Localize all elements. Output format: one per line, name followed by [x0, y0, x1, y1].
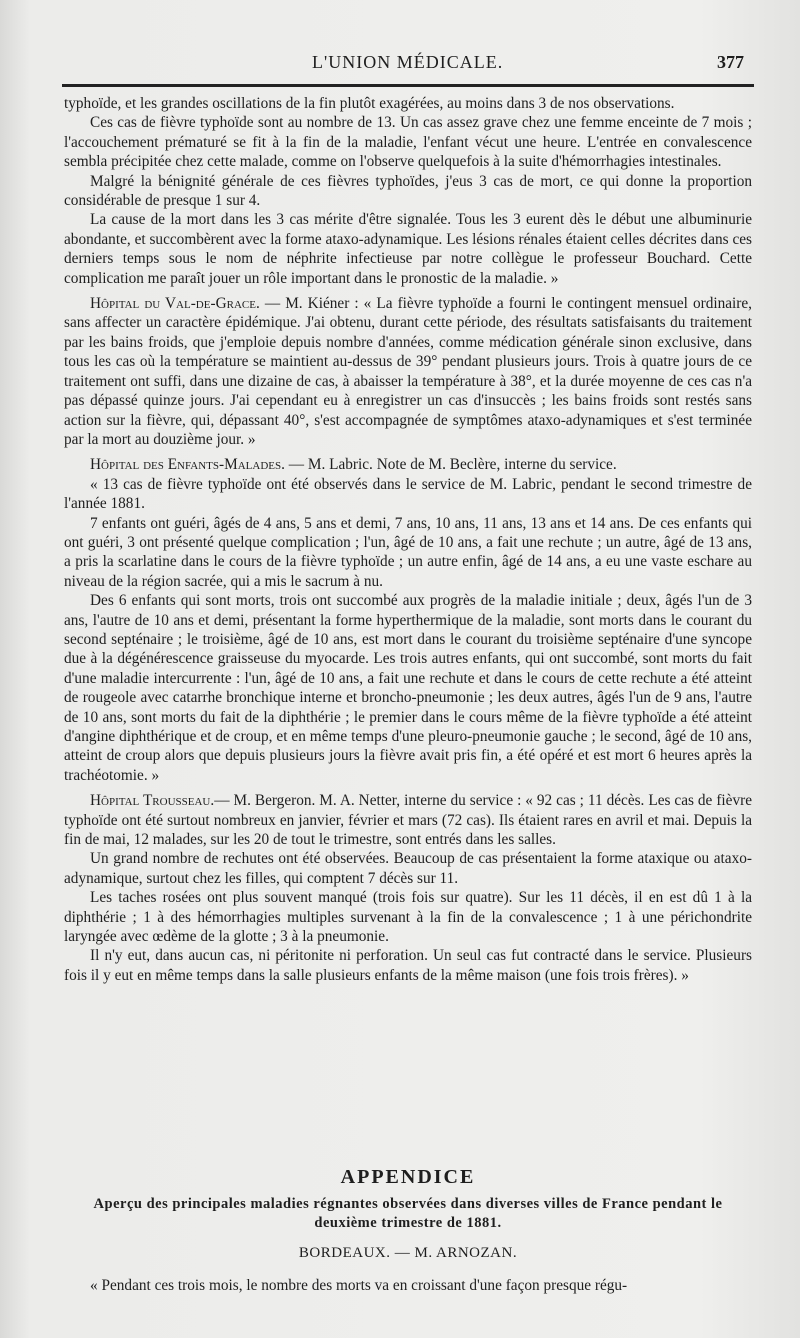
appendix-subtitle: Aperçu des principales maladies régnantes observées dans diverses villes de France pendant le deuxième trimestre de 1881.	[93, 1196, 723, 1231]
paragraph: Des 6 enfants qui sont morts, trois ont succombé aux progrès de la maladie initiale ; deux, âgés l'un de 3 ans, l'autre de 10 ans et demi, présentant la forme hyperthermique de la maladie, sont morts dans le courant du second septénaire ; le troisième, âgé de 10 ans, est mort dans le courant du troisième septénaire d'une syncope due à la dégénérescence graisseuse du myocarde. Les trois autres enfants, qui ont succombé, sont morts du fait d'une maladie intercurrente : l'un, âgé de 10 ans, a fait une rechute et dans le cours de cette rechute a été atteint de rougeole avec catarrhe bronchique interne et broncho-pneumonie ; les deux autres, âgés l'un de 9 ans, l'autre de 10 ans, sont morts du fait de la diphthérie ; le premier dans le cours même de la fièvre typhoïde a été atteint d'angine diphthérique et de croup, et en même temps d'une pleuro-pneumonie gauche ; le second, âgé de 10 ans, atteint de croup alors que depuis plusieurs jours la fièvre avait pris fin, a été opéré et est mort 6 heures après la trachéotomie. »	[64, 592, 752, 784]
hospital-name: Hôpital du Val-de-Grace.	[90, 295, 260, 313]
paragraph: typhoïde, et les grandes oscillations de la fin plutôt exagérées, au moins dans 3 de nos observations.	[64, 95, 675, 112]
running-header	[62, 52, 754, 76]
page-number: 377	[717, 52, 744, 72]
enfants-malades-section	[64, 455, 752, 474]
section-text: — M. Bergeron. M. A. Netter, interne du service : « 92 cas ; 11 décès. Les cas de fièvre typhoïde ont été surtout nombreux en janvier, février et mars (72 cas). Ils étaient rares en avril et mai. Depuis la fin de mai, 12 malades, sur les 20 de tout le trimestre, sont entrés dans les salles.	[64, 792, 752, 849]
journal-title: L'UNION MÉDICALE.	[312, 52, 504, 72]
section-text: — M. Labric. Note de M. Beclère, interne du service.	[284, 456, 617, 474]
section-text: — M. Kiéner : « La fièvre typhoïde a fourni le contingent mensuel ordinaire, sans affecter un caractère épidémique. J'ai obtenu, durant cette période, des résultats satisfaisants du traitement par les bains froids, que j'emploie depuis nombre d'années, comme médication générale sinon exclusive, dans tous les cas où la température se maintient au-dessus de 39° pendant plusieurs jours. Trois à quatre jours de ce traitement ont suffi, dans une dizaine de cas, à abaisser la température à 38°, et la durée moyenne de ces cas n'a pas dépassé quinze jours. J'ai cependant eu à enregistrer un cas d'insuccès ; les bains froids sont restés sans action sur la fièvre, qui, dépassant 40°, s'est accompagnée de symptômes ataxo-adynamiques et s'est terminée par la mort au douzième jour. »	[64, 295, 752, 448]
hospital-name: Hôpital Trousseau.	[90, 792, 215, 810]
hospital-name: Hôpital des Enfants-Malades.	[90, 456, 285, 474]
appendix-first-line: « Pendant ces trois mois, le nombre des morts va en croissant d'une façon presque régu-	[90, 1277, 628, 1294]
paragraph: La cause de la mort dans les 3 cas mérite d'être signalée. Tous les 3 eurent dès le début une albuminurie abondante, et succombèrent avec la forme ataxo-adynamique. Les lésions rénales étaient celles décrites dans ces derniers temps sous le nom de néphrite infectieuse par notre collègue le professeur Bouchard. Cette complication me paraît jouer un rôle important dans le pronostic de la maladie. »	[64, 211, 752, 287]
paragraph: 7 enfants ont guéri, âgés de 4 ans, 5 ans et demi, 7 ans, 10 ans, 11 ans, 13 ans et 14 ans. De ces enfants qui ont guéri, 3 ont présenté quelque complication ; l'un, âgé de 10 ans, a fait une rechute ; un autre, âgé de 13 ans, a pris la scarlatine dans le cours de la fièvre typhoïde ; un autre enfin, âgé de 14 ans, a eu une vaste eschare au niveau de la région sacrée, qui a mis le sacrum à nu.	[64, 514, 752, 590]
appendix-block	[64, 1166, 752, 1262]
appendix-place: BORDEAUX. — M. ARNOZAN.	[298, 1245, 518, 1261]
body-text	[64, 94, 752, 985]
val-de-grace-section	[64, 294, 752, 449]
paragraph: Les taches rosées ont plus souvent manqué (trois fois sur quatre). Sur les 11 décès, il en est dû 1 à la diphthérie ; 1 à des hémorrhagies multiples survenant à la fin de la convalescence ; 1 à une périchondrite laryngée avec œdème de la glotte ; 3 à la pneumonie.	[64, 889, 752, 946]
appendix-heading: APPENDICE	[340, 1166, 476, 1188]
paragraph: Malgré la bénignité générale de ces fièvres typhoïdes, j'eus 3 cas de mort, ce qui donne la proportion considérable de presque 1 sur 4.	[64, 172, 752, 210]
paragraph: « 13 cas de fièvre typhoïde ont été observés dans le service de M. Labric, pendant le second trimestre de l'année 1881.	[64, 475, 752, 513]
paragraph: Il n'y eut, dans aucun cas, ni péritonite ni perforation. Un seul cas fut contracté dans le service. Plusieurs fois il y eut en même temps dans la salle plusieurs enfants de la même maison (une fois trois frères). »	[64, 947, 752, 984]
trousseau-section	[64, 791, 752, 849]
header-rule	[62, 84, 754, 87]
paragraph: Un grand nombre de rechutes ont été observées. Beaucoup de cas présentaient la forme ataxique ou ataxo-adynamique, surtout chez les filles, qui comptent 7 décès sur 11.	[64, 850, 752, 887]
paragraph: Ces cas de fièvre typhoïde sont au nombre de 13. Un cas assez grave chez une femme enceinte de 7 mois ; l'accouchement prématuré se fit à la fin de la maladie, l'enfant vécut une heure. L'entrée en convalescence sembla précipitée chez cette malade, comme on l'observe quelquefois à la suite d'hémorrhagies intestinales.	[64, 114, 752, 171]
